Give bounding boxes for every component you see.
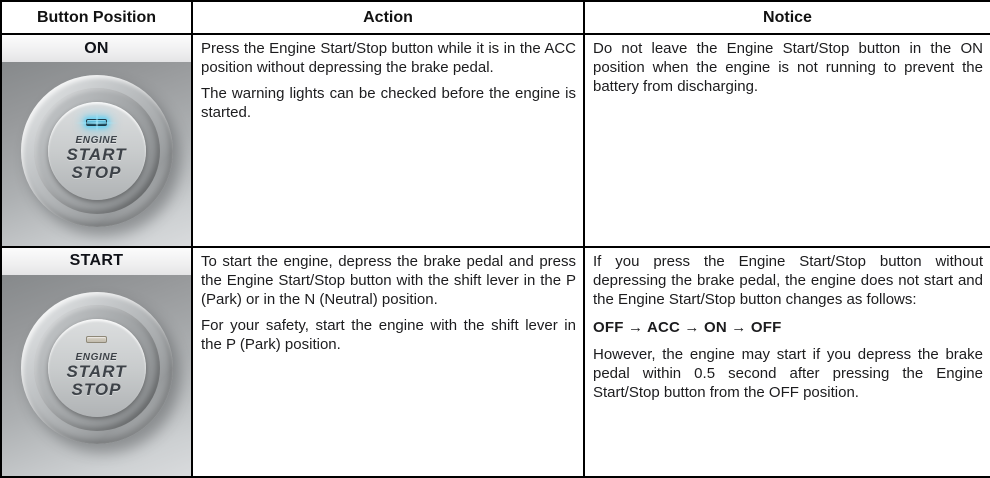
notice-paragraph: Do not leave the Engine Start/Stop button in the ON position when the engine is not running to prevent the battery from discharging.: [593, 40, 983, 95]
position-label-start: START: [2, 248, 191, 275]
button-photo-start: [2, 275, 191, 476]
button-label-start: START: [66, 145, 127, 164]
button-label-engine: ENGINE: [75, 135, 118, 146]
position-cell-on: [1, 34, 192, 247]
notice-cell-start: [584, 247, 990, 477]
button-bezel-ring: [34, 305, 160, 431]
position-cell-start: [1, 247, 192, 477]
header-button-position: Button Position: [1, 1, 192, 34]
button-label-start: START: [66, 361, 127, 381]
button-label-stop: STOP: [71, 379, 122, 399]
button-bezel-ring: [34, 88, 160, 214]
action-paragraph: Press the Engine Start/Stop button while it is in the ACC position without depressing the brake pedal.: [201, 40, 576, 76]
button-photo-on: [2, 62, 191, 246]
notice-paragraph: If you press the Engine Start/Stop button without depressing the brake pedal, the engine does not start and the Engine Start/Stop button changes as follows:: [593, 252, 983, 308]
button-face: [48, 319, 146, 417]
table-row-start: [1, 247, 990, 477]
action-paragraph: The warning lights can be checked before the engine is started.: [201, 85, 576, 121]
action-paragraph: For your safety, start the engine with the shift lever in the P (Park) position.: [201, 316, 576, 353]
indicator-light-lit: [86, 119, 107, 126]
action-cell-on: [192, 34, 584, 247]
header-action: Action: [192, 1, 584, 34]
indicator-light-unlit: [86, 336, 107, 343]
notice-paragraph: However, the engine may start if you depress the brake pedal within 0.5 second after pressing the Engine Start/Stop button from the OFF position.: [593, 345, 983, 401]
button-label-engine: ENGINE: [75, 351, 118, 363]
button-label-stop: STOP: [71, 163, 122, 182]
button-face: [48, 102, 146, 200]
mode-sequence-text: OFF → ACC → ON → OFF: [593, 318, 782, 336]
action-paragraph: To start the engine, depress the brake pedal and press the Engine Start/Stop button with the shift lever in the P (Park) or in the N (Neutral) position.: [201, 252, 576, 308]
header-notice: Notice: [584, 1, 990, 34]
header-row: [1, 1, 990, 34]
notice-cell-on: [584, 34, 990, 247]
table-row-on: [1, 34, 990, 247]
action-cell-start: [192, 247, 584, 477]
engine-start-stop-button-start: [21, 292, 173, 444]
position-label-on: ON: [2, 35, 191, 62]
engine-start-stop-button-on: [21, 75, 173, 227]
